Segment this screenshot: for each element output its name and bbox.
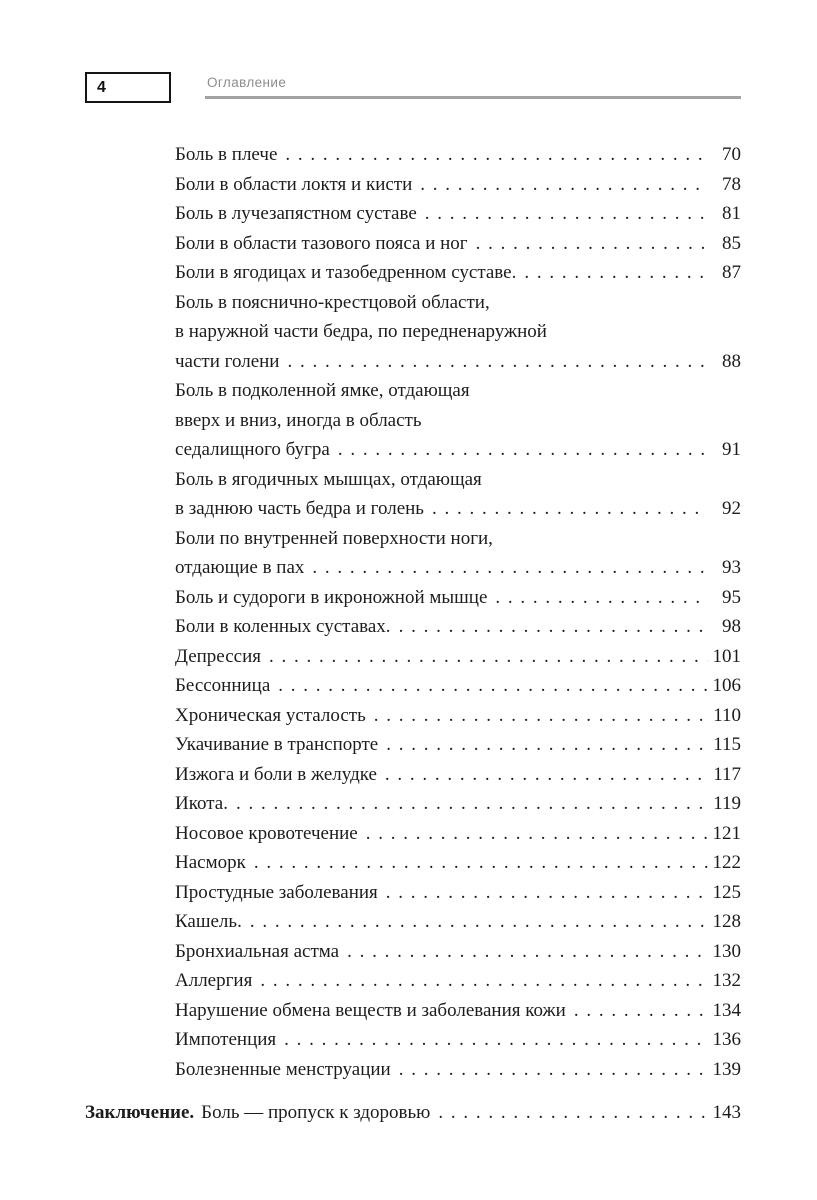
toc-entry-title: Кашель. bbox=[175, 911, 242, 932]
toc-page-number: 117 bbox=[713, 763, 741, 785]
toc-page-number: 125 bbox=[712, 881, 741, 903]
toc-page-number: 91 bbox=[722, 439, 741, 460]
dot-leader bbox=[366, 819, 708, 849]
toc-line bbox=[175, 996, 741, 1026]
toc-entry-title: Укачивание в транспорте bbox=[175, 734, 379, 755]
toc-line bbox=[175, 229, 741, 259]
toc-line bbox=[175, 612, 741, 642]
toc-entry-title: части голени bbox=[175, 350, 280, 372]
toc-entry-title: Боль в пояснично-крестцовой области, bbox=[175, 291, 490, 313]
toc-line bbox=[175, 819, 741, 849]
toc-page-number: 81 bbox=[722, 203, 741, 224]
toc-page-number: 92 bbox=[722, 498, 741, 519]
toc-page-number: 110 bbox=[713, 704, 741, 726]
toc-entry-title: Боль в лучезапястном суставе bbox=[175, 203, 417, 224]
toc-page-number: 93 bbox=[722, 557, 741, 578]
toc-list bbox=[175, 140, 741, 1084]
toc-entry-title: Боли в коленных суставах. bbox=[175, 616, 391, 637]
dot-leader bbox=[476, 229, 708, 259]
toc-page bbox=[85, 72, 741, 1128]
toc-page-number: 132 bbox=[712, 970, 741, 991]
toc-line bbox=[175, 376, 741, 406]
toc-page-number: 115 bbox=[713, 734, 741, 755]
toc-line bbox=[175, 258, 741, 288]
toc-page-number: 106 bbox=[712, 675, 741, 696]
toc-line bbox=[175, 1025, 741, 1055]
toc-page-number: 88 bbox=[722, 350, 741, 372]
toc-line bbox=[175, 435, 741, 465]
toc-page-number: 101 bbox=[712, 645, 741, 667]
toc-entry-title: Боль в плече bbox=[175, 144, 278, 165]
toc-page-number: 122 bbox=[712, 852, 741, 873]
dot-leader bbox=[495, 583, 708, 613]
toc-page-number: 85 bbox=[722, 232, 741, 254]
dot-leader bbox=[374, 701, 708, 731]
toc-entry-title: Боли в области тазового пояса и ног bbox=[175, 232, 468, 254]
toc-line bbox=[175, 465, 741, 495]
toc-entry-title: Нарушение обмена веществ и заболевания кожи bbox=[175, 999, 566, 1021]
toc-page-number: 87 bbox=[722, 262, 741, 283]
dot-leader bbox=[312, 553, 708, 583]
toc-page-number: 130 bbox=[712, 940, 741, 962]
toc-entry-title: в заднюю часть бедра и голень bbox=[175, 498, 424, 519]
section-title: Оглавление bbox=[207, 75, 287, 90]
toc-line bbox=[175, 553, 741, 583]
dot-leader bbox=[438, 1098, 707, 1128]
toc-line bbox=[175, 966, 741, 996]
page-header bbox=[85, 72, 741, 103]
toc-page-number: 121 bbox=[712, 822, 741, 844]
toc-entry-title: седалищного бугра bbox=[175, 439, 330, 460]
header-rule bbox=[205, 96, 741, 99]
dot-leader bbox=[250, 907, 708, 937]
dot-leader bbox=[287, 347, 708, 377]
toc-line bbox=[175, 760, 741, 790]
toc-line bbox=[175, 170, 741, 200]
toc-entry-title: Простудные заболевания bbox=[175, 881, 378, 903]
dot-leader bbox=[386, 730, 708, 760]
toc-entry-title: Боль и судороги в икроножной мышце bbox=[175, 586, 488, 608]
dot-leader bbox=[524, 258, 708, 288]
toc-line bbox=[175, 789, 741, 819]
toc-entry-title: Хроническая усталость bbox=[175, 704, 366, 726]
toc-page-number: 128 bbox=[712, 911, 741, 932]
dot-leader bbox=[347, 937, 707, 967]
toc-entry-title: Боли в ягодицах и тазобедренном суставе. bbox=[175, 262, 517, 283]
toc-entry-title: вверх и вниз, иногда в область bbox=[175, 409, 422, 431]
toc-page-number: 139 bbox=[712, 1058, 741, 1080]
toc-line bbox=[175, 347, 741, 377]
toc-entry-title: Боль в подколенной ямке, отдающая bbox=[175, 380, 470, 401]
toc-entry-title: Аллергия bbox=[175, 970, 253, 991]
toc-line bbox=[175, 937, 741, 967]
conclusion-page-number: 143 bbox=[712, 1102, 741, 1123]
dot-leader bbox=[425, 199, 708, 229]
toc-line bbox=[175, 1055, 741, 1085]
page-number: 4 bbox=[97, 78, 106, 96]
dot-leader bbox=[254, 848, 708, 878]
toc-line bbox=[175, 524, 741, 554]
toc-entry-title: Боль в ягодичных мышцах, отдающая bbox=[175, 468, 482, 490]
toc-entry-title: в наружной части бедра, по передненаружной bbox=[175, 321, 547, 342]
toc-entry-title: Икота. bbox=[175, 793, 228, 814]
toc-line bbox=[175, 583, 741, 613]
dot-leader bbox=[385, 760, 708, 790]
toc-entry-title: Депрессия bbox=[175, 645, 261, 667]
dot-leader bbox=[574, 996, 708, 1026]
dot-leader bbox=[285, 140, 708, 170]
toc-page-number: 134 bbox=[712, 999, 741, 1021]
toc-entry-title: Бронхиальная астма bbox=[175, 940, 340, 962]
toc-line bbox=[175, 199, 741, 229]
toc-page-number: 78 bbox=[722, 173, 741, 195]
dot-leader bbox=[260, 966, 707, 996]
toc-page-number: 98 bbox=[722, 616, 741, 637]
toc-entry-title: Насморк bbox=[175, 852, 246, 873]
toc-page-number: 70 bbox=[722, 144, 741, 165]
toc-line bbox=[175, 671, 741, 701]
toc-entry-title: Болезненные менструации bbox=[175, 1058, 391, 1080]
header-column bbox=[205, 72, 741, 99]
toc-entry-title: Носовое кровотечение bbox=[175, 822, 358, 844]
toc-entry-title: Бессонница bbox=[175, 675, 271, 696]
toc-line bbox=[175, 730, 741, 760]
toc-line bbox=[175, 317, 741, 347]
toc-entry-title: отдающие в пах bbox=[175, 557, 305, 578]
conclusion-prefix: Заключение. bbox=[85, 1102, 195, 1123]
dot-leader bbox=[338, 435, 708, 465]
toc-page-number: 95 bbox=[722, 586, 741, 608]
conclusion-title: Боль — пропуск к здоровью bbox=[201, 1102, 431, 1123]
dot-leader bbox=[269, 642, 708, 672]
toc-entry-title: Изжога и боли в желудке bbox=[175, 763, 377, 785]
dot-leader bbox=[432, 494, 708, 524]
toc-page-number: 136 bbox=[712, 1029, 741, 1050]
toc-line bbox=[175, 907, 741, 937]
toc-line bbox=[175, 878, 741, 908]
page-number-box bbox=[85, 72, 171, 103]
dot-leader bbox=[399, 1055, 708, 1085]
toc-line bbox=[175, 494, 741, 524]
toc-line bbox=[175, 701, 741, 731]
dot-leader bbox=[386, 878, 708, 908]
toc-line bbox=[175, 406, 741, 436]
toc-line bbox=[175, 642, 741, 672]
toc-line bbox=[175, 140, 741, 170]
toc-page-number: 119 bbox=[713, 793, 741, 814]
toc-line bbox=[175, 288, 741, 318]
dot-leader bbox=[278, 671, 707, 701]
dot-leader bbox=[236, 789, 708, 819]
toc-entry-title: Боли по внутренней поверхности ноги, bbox=[175, 527, 493, 549]
dot-leader bbox=[284, 1025, 707, 1055]
toc-entry-title: Импотенция bbox=[175, 1029, 277, 1050]
conclusion-entry bbox=[85, 1098, 741, 1128]
dot-leader bbox=[399, 612, 708, 642]
toc-entry-title: Боли в области локтя и кисти bbox=[175, 173, 413, 195]
dot-leader bbox=[420, 170, 708, 200]
toc-line bbox=[175, 848, 741, 878]
